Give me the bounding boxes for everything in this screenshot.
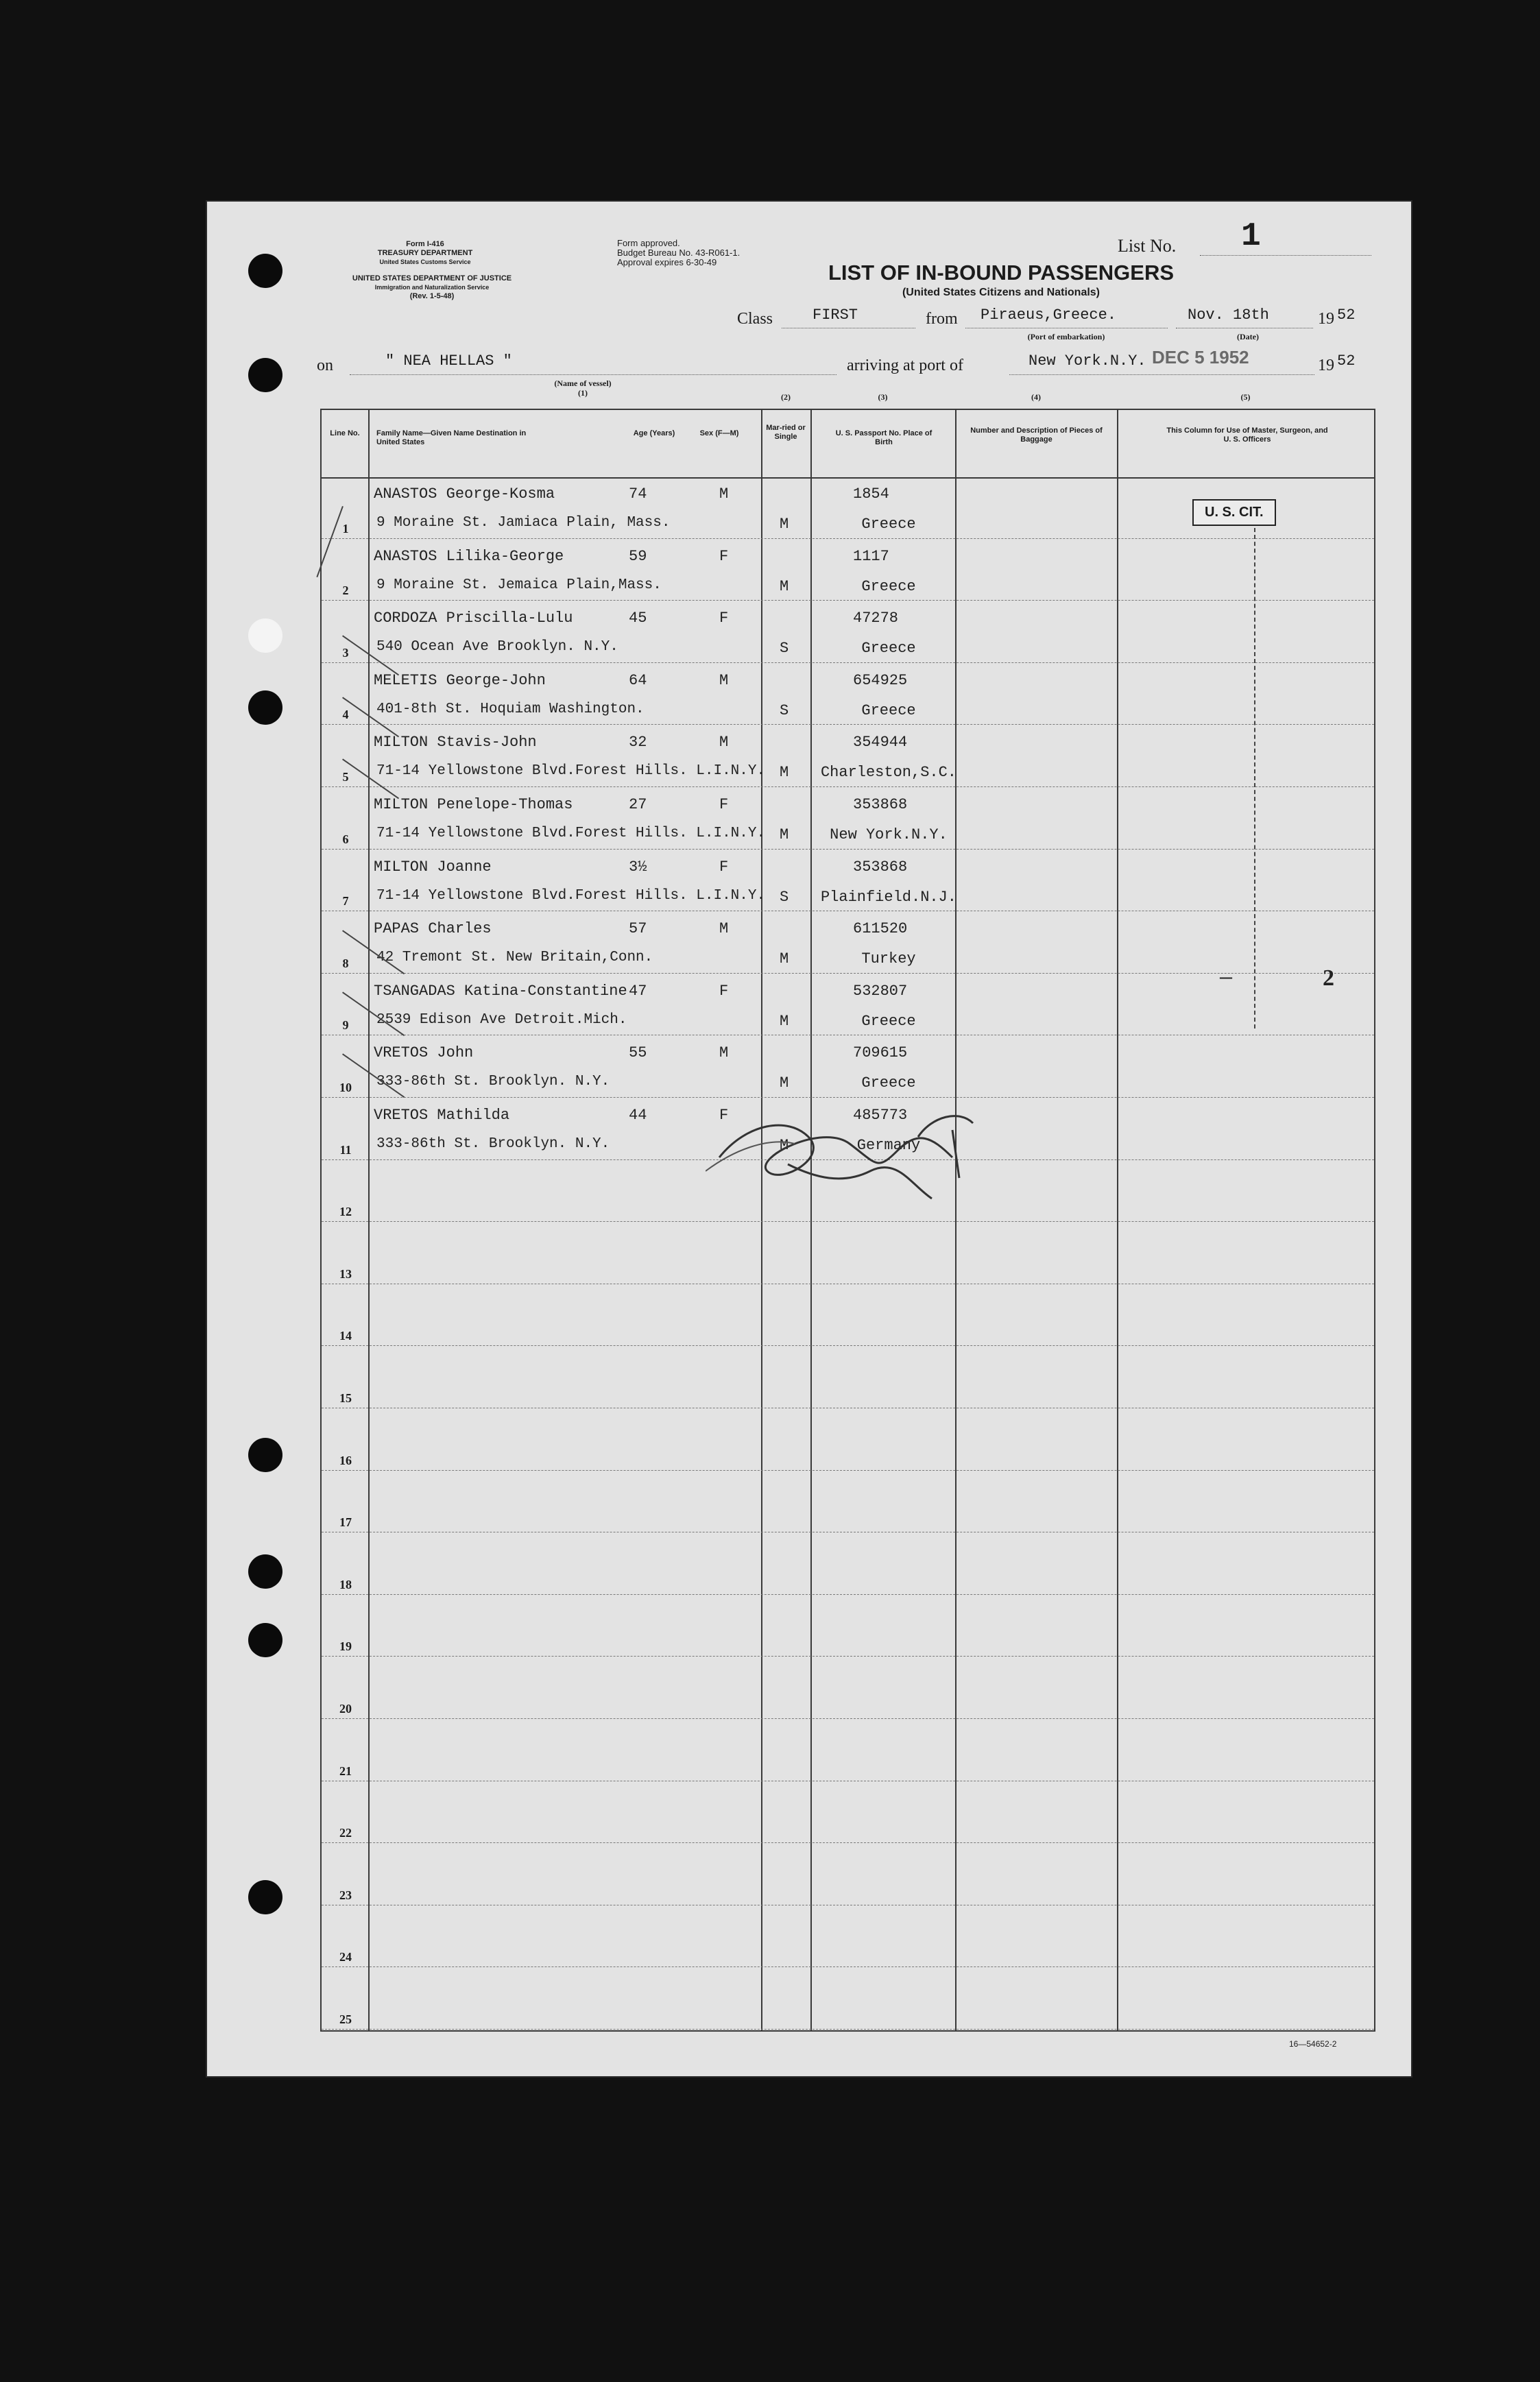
passenger-age: 45 [629, 610, 647, 627]
line-number: 6 [342, 832, 349, 846]
footer-code: 16—54652-2 [1289, 2039, 1337, 2049]
passenger-passport: 354944 [853, 734, 908, 751]
passenger-name: MELETIS George-John [374, 671, 546, 689]
line-number: 22 [339, 1826, 352, 1840]
line-number: 5 [342, 770, 349, 784]
row-rule [322, 1842, 1374, 1843]
col-divider [810, 410, 812, 2030]
passenger-name: MILTON Penelope-Thomas [374, 796, 573, 813]
passenger-age: 44 [629, 1107, 647, 1124]
passenger-passport: 709615 [853, 1044, 908, 1062]
col-number-3: (3) [878, 392, 888, 402]
officer-dash: — [1220, 967, 1233, 990]
row-rule [322, 662, 1374, 663]
row-rule [322, 1345, 1374, 1346]
row-rule [322, 973, 1374, 974]
col-header-passport: U. S. Passport No. Place of Birth [835, 429, 933, 446]
from-value: Piraeus,Greece. [980, 306, 1117, 324]
passenger-birthplace: Charleston,S.C. [820, 764, 957, 782]
port-embark-caption: (Port of embarkation) [1027, 332, 1105, 341]
passenger-passport: 1854 [853, 485, 889, 503]
passenger-destination: 2539 Edison Ave Detroit.Mich. [376, 1011, 627, 1028]
row-rule [322, 849, 1374, 850]
manifest-page [206, 200, 1412, 2078]
class-label: Class [737, 310, 773, 328]
passenger-passport: 654925 [853, 671, 908, 689]
budget-bureau: Budget Bureau No. 43-R061-1. [617, 248, 741, 258]
punch-hole [248, 618, 282, 653]
passenger-birthplace: Plainfield.N.J. [820, 888, 957, 906]
list-no-line [1200, 255, 1371, 256]
officer-signature [706, 1096, 994, 1212]
passenger-married: M [780, 577, 789, 595]
passenger-name: CORDOZA Priscilla-Lulu [374, 610, 573, 627]
year2-value: 52 [1337, 352, 1356, 370]
line-number: 2 [342, 584, 349, 598]
list-no-value: 1 [1241, 218, 1261, 255]
passenger-married: M [780, 1074, 789, 1092]
on-label: on [317, 357, 333, 374]
vessel-value: " NEA HELLAS " [385, 352, 512, 370]
line-number: 21 [339, 1764, 352, 1778]
passenger-name: TSANGADAS Katina-Constantine [374, 982, 627, 1000]
arriving-value: New York.N.Y. [1028, 352, 1146, 370]
passenger-married: S [780, 640, 789, 658]
passenger-age: 32 [629, 734, 647, 751]
passenger-sex: M [719, 671, 729, 689]
date-stamp: DEC 5 1952 [1152, 347, 1249, 368]
row-rule [322, 538, 1374, 539]
vessel-line [350, 374, 837, 375]
customs-service: United States Customs Service [379, 258, 471, 265]
line-number: 15 [339, 1391, 352, 1405]
punch-hole [248, 358, 282, 392]
passenger-sex: F [719, 610, 729, 627]
arriving-label: arriving at port of [847, 357, 963, 374]
page-subtitle: (United States Citizens and Nationals) [902, 287, 1100, 298]
us-citizen-stamp: U. S. CIT. [1192, 499, 1276, 526]
row-rule [322, 2029, 1374, 2030]
line-number: 17 [339, 1515, 352, 1530]
row-rule [322, 724, 1374, 725]
col-header-line: Line No. [330, 429, 360, 437]
line-number: 1 [342, 521, 349, 536]
passenger-destination: 9 Moraine St. Jemaica Plain,Mass. [376, 577, 662, 593]
line-number: 8 [342, 956, 349, 970]
passenger-sex: F [719, 547, 729, 565]
form-revision: (Rev. 1-5-48) [409, 292, 455, 300]
passenger-married: M [780, 1137, 789, 1154]
form-approved: Form approved. [617, 238, 680, 248]
check-mark [316, 506, 344, 577]
passenger-table [320, 392, 1375, 2032]
passenger-sex: M [719, 1044, 729, 1062]
line-number: 3 [342, 645, 349, 660]
passenger-passport: 353868 [853, 858, 908, 876]
row-rule [322, 1718, 1374, 1719]
form-number: Form I-416 [406, 240, 444, 248]
passenger-married: S [780, 888, 789, 906]
passenger-destination: 333-86th St. Brooklyn. N.Y. [376, 1074, 610, 1090]
passenger-passport: 532807 [853, 982, 908, 1000]
passenger-passport: 1117 [853, 547, 889, 565]
year-prefix: 19 [1318, 310, 1334, 328]
row-rule [322, 1594, 1374, 1595]
ins-service: Immigration and Naturalization Service [374, 284, 490, 291]
passenger-married: M [780, 826, 789, 843]
date-caption: (Date) [1237, 332, 1259, 341]
passenger-birthplace: Greece [861, 701, 916, 719]
header-rule [322, 477, 1374, 479]
line-number: 12 [339, 1205, 352, 1219]
passenger-age: 59 [629, 547, 647, 565]
line-number: 11 [339, 1142, 352, 1157]
passenger-married: M [780, 764, 789, 782]
punch-hole [248, 1554, 282, 1589]
passenger-age: 3½ [629, 858, 647, 876]
vessel-caption: (Name of vessel) [554, 378, 612, 388]
passenger-age: 74 [629, 485, 647, 503]
line-number: 14 [339, 1329, 352, 1343]
row-rule [322, 1221, 1374, 1222]
line-number: 24 [339, 1950, 352, 1964]
passenger-age: 27 [629, 796, 647, 813]
line-number: 10 [339, 1081, 352, 1094]
col-number-2: (2) [781, 392, 791, 402]
line-number: 18 [339, 1577, 352, 1591]
passenger-name: VRETOS John [374, 1044, 474, 1062]
col-header-sex: Sex (F—M) [699, 429, 739, 437]
line-number: 9 [342, 1018, 349, 1033]
passenger-name: ANASTOS Lilika-George [374, 547, 564, 565]
row-rule [322, 786, 1374, 787]
passenger-age: 47 [629, 982, 647, 1000]
line-number: 20 [339, 1702, 352, 1716]
vessel-col-number: (1) [578, 388, 588, 398]
col-header-married: Mar-ried or Single [766, 424, 806, 441]
passenger-name: MILTON Stavis-John [374, 734, 537, 751]
passenger-age: 64 [629, 671, 647, 689]
passenger-destination: 71-14 Yellowstone Blvd.Forest Hills. L.I.N.Y. [376, 887, 766, 904]
page-title: LIST OF IN-BOUND PASSENGERS [828, 261, 1175, 285]
passenger-sex: F [719, 982, 729, 1000]
passenger-passport: 611520 [853, 920, 908, 938]
officer-mark: 2 [1323, 965, 1334, 991]
col-header-baggage: Number and Description of Pieces of Baggage [970, 426, 1103, 444]
passenger-passport: 353868 [853, 796, 908, 813]
row-rule [322, 1656, 1374, 1657]
passenger-sex: M [719, 920, 729, 938]
passenger-married: M [780, 950, 789, 968]
punch-hole [248, 1438, 282, 1472]
passenger-married: M [780, 1012, 789, 1030]
passenger-age: 57 [629, 920, 647, 938]
passenger-destination: 9 Moraine St. Jamiaca Plain, Mass. [376, 515, 671, 531]
line-number: 4 [342, 708, 349, 722]
passenger-birthplace: Greece [861, 1074, 916, 1092]
line-number: 19 [339, 1639, 352, 1654]
col-header-officers: This Column for Use of Master, Surgeon, and U. S. Officers [1166, 426, 1328, 444]
passenger-birthplace: New York.N.Y. [830, 826, 948, 843]
col-number-5: (5) [1240, 392, 1251, 402]
passenger-birthplace: Germany [856, 1137, 921, 1154]
passenger-destination: 42 Tremont St. New Britain,Conn. [376, 950, 653, 966]
passenger-birthplace: Greece [861, 640, 916, 658]
year-value: 52 [1337, 306, 1356, 324]
col-number-4: (4) [1031, 392, 1041, 402]
row-rule [322, 1966, 1374, 1967]
passenger-birthplace: Turkey [861, 950, 916, 968]
col-header-name: Family Name—Given Name Destination in United States [376, 429, 527, 446]
year2-prefix: 19 [1318, 357, 1334, 374]
passenger-destination: 540 Ocean Ave Brooklyn. N.Y. [376, 639, 618, 655]
passenger-married: M [780, 516, 789, 533]
passenger-birthplace: Greece [861, 1012, 916, 1030]
passenger-married: S [780, 701, 789, 719]
passenger-name: MILTON Joanne [374, 858, 492, 876]
passenger-sex: M [719, 734, 729, 751]
approval-expires: Approval expires 6-30-49 [617, 257, 717, 267]
line-number: 23 [339, 1888, 352, 1902]
punch-hole [248, 254, 282, 288]
officer-check-line [1254, 528, 1255, 1028]
passenger-sex: F [719, 1107, 729, 1124]
col-header-age: Age (Years) [633, 429, 675, 437]
passenger-destination: 71-14 Yellowstone Blvd.Forest Hills. L.I.N.Y. [376, 826, 766, 841]
passenger-birthplace: Greece [861, 516, 916, 533]
passenger-sex: F [719, 796, 729, 813]
passenger-sex: M [719, 485, 729, 503]
passenger-name: PAPAS Charles [374, 920, 492, 938]
col-divider [1117, 410, 1118, 2030]
punch-hole [248, 1623, 282, 1657]
passenger-destination: 333-86th St. Brooklyn. N.Y. [376, 1136, 610, 1152]
passenger-age: 55 [629, 1044, 647, 1062]
passenger-name: VRETOS Mathilda [374, 1107, 510, 1124]
line-number: 7 [342, 894, 349, 909]
row-rule [322, 600, 1374, 601]
passenger-passport: 47278 [853, 610, 899, 627]
arriving-line [1009, 374, 1314, 375]
row-rule [322, 1470, 1374, 1471]
date-value: Nov. 18th [1188, 306, 1269, 324]
class-value: FIRST [813, 306, 858, 324]
passenger-sex: F [719, 858, 729, 876]
line-number: 16 [339, 1453, 352, 1467]
passenger-destination: 401-8th St. Hoquiam Washington. [376, 701, 645, 717]
list-no-label: List No. [1118, 236, 1177, 256]
line-number: 25 [339, 2012, 352, 2026]
punch-hole [248, 690, 282, 725]
passenger-name: ANASTOS George-Kosma [374, 485, 555, 503]
passenger-destination: 71-14 Yellowstone Blvd.Forest Hills. L.I.N.Y. [376, 763, 766, 780]
justice-dept: UNITED STATES DEPARTMENT OF JUSTICE [352, 274, 512, 282]
from-label: from [926, 310, 958, 328]
passenger-birthplace: Greece [861, 577, 916, 595]
passenger-passport: 485773 [853, 1107, 908, 1124]
line-number: 13 [339, 1266, 352, 1281]
treasury-dept: TREASURY DEPARTMENT [377, 249, 473, 257]
punch-hole [248, 1880, 282, 1914]
